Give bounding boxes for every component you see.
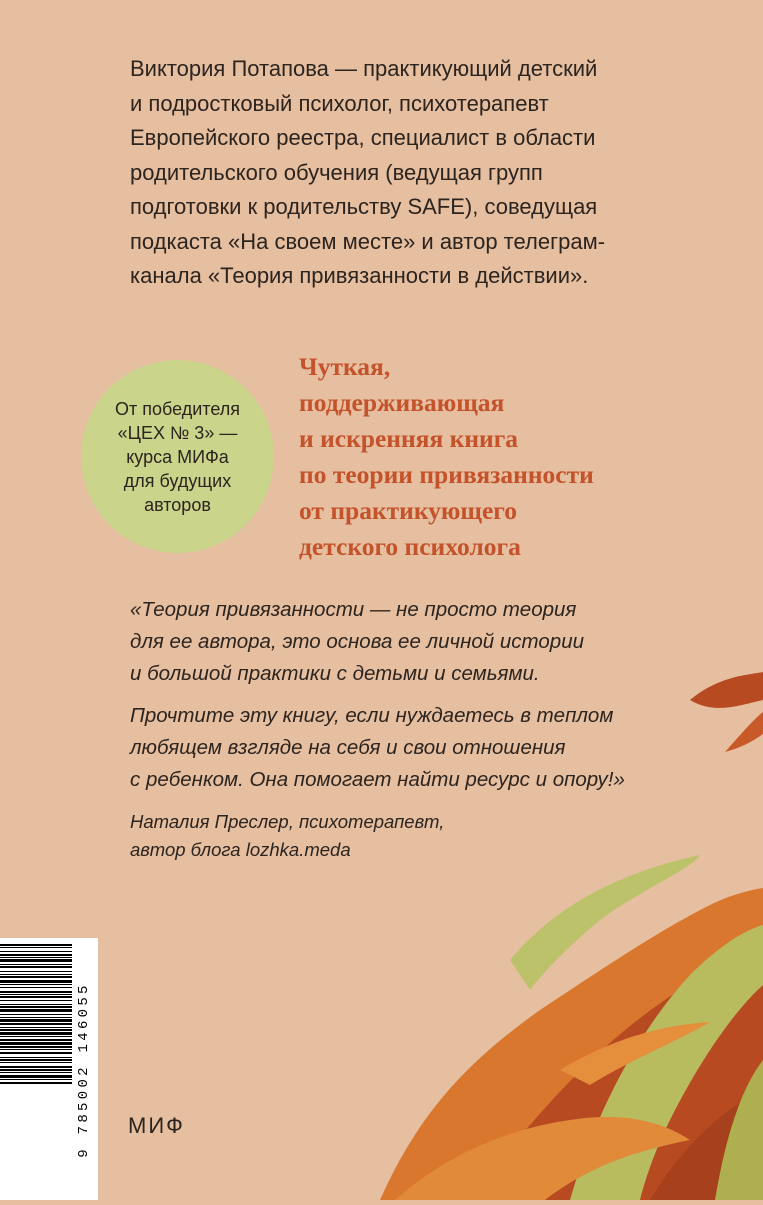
book-tagline [299, 349, 739, 565]
barcode-bar [0, 1082, 72, 1084]
barcode-bar [0, 1069, 72, 1071]
bio-line: подготовки к родительству SAFE), соведущая [130, 194, 598, 219]
barcode-bar [0, 1014, 72, 1015]
award-badge [81, 360, 274, 553]
barcode-bar [0, 954, 72, 956]
barcode-bar [0, 1027, 72, 1028]
tagline-line: и искренняя книга [299, 424, 519, 453]
barcode-bar [0, 1062, 72, 1063]
badge-line: курса МИФа [126, 446, 229, 467]
barcode-bar [0, 1057, 72, 1058]
barcode-bar [0, 966, 72, 968]
barcode-bar [0, 1004, 72, 1005]
barcode-bar [0, 1072, 72, 1073]
attribution-line: автор блога lozhka.meda [130, 839, 351, 860]
badge-line: От победителя [115, 398, 240, 419]
bio-line: канала «Теория привязанности в действии». [130, 263, 589, 288]
quote-line: и большой практики с детьми и семьями. [130, 662, 540, 685]
barcode-bar [0, 1059, 72, 1061]
bio-line: Виктория Потапова — практикующий детский [130, 56, 598, 81]
isbn-digits: 9 785002 146055 [76, 982, 92, 1158]
barcode-bar [0, 1052, 72, 1054]
barcode-bar [0, 994, 72, 995]
barcode-bar [0, 1075, 72, 1078]
tagline-line: от практикующего [299, 496, 517, 525]
quote-paragraph-1 [130, 594, 670, 690]
barcode-bar [0, 1036, 72, 1037]
quote-paragraph-2 [130, 700, 670, 796]
barcode-bar [0, 976, 72, 978]
badge-line: для будущих [123, 470, 232, 491]
bio-line: Европейского реестра, специалист в области [130, 125, 596, 150]
badge-line: авторов [144, 494, 211, 515]
barcode-bar [0, 980, 72, 983]
barcode-bar [0, 974, 72, 975]
barcode-bar [0, 987, 72, 988]
barcode-bar [0, 984, 72, 985]
tagline-line: детского психолога [299, 532, 521, 561]
barcode-bar [0, 1019, 72, 1022]
barcode-bar [0, 996, 72, 998]
quote-attribution [130, 808, 550, 864]
barcode-bar [0, 1000, 72, 1001]
bio-line: и подростковый психолог, психотерапевт [130, 90, 549, 116]
barcode-bar [0, 947, 72, 948]
bio-line: подкаста «На своем месте» и автор телеграм- [130, 228, 606, 254]
quote-line: с ребенком. Она помогает найти ресурс и опору!» [130, 768, 625, 791]
barcode-bar [0, 1046, 72, 1048]
review-quote [130, 594, 670, 796]
badge-line: «ЦЕХ № 3» — [117, 422, 238, 443]
bio-line: родительского обучения (ведущая групп [130, 159, 543, 185]
barcode-bar [0, 964, 72, 965]
barcode-bar [0, 991, 72, 993]
barcode-bar [0, 951, 72, 952]
author-bio [130, 52, 650, 294]
barcode-bar [0, 1039, 72, 1041]
barcode-bar [0, 1066, 72, 1068]
barcode-bar [0, 957, 72, 958]
barcode-bar [0, 959, 72, 962]
attribution-line: Наталия Преслер, психотерапевт, [130, 811, 445, 832]
barcode-bar [0, 1042, 72, 1045]
barcode-bar [0, 1079, 72, 1080]
quote-line: Прочтите эту книгу, если нуждаетесь в теплом [130, 704, 614, 727]
barcode-bar [0, 1029, 72, 1031]
tagline-line: по теории привязанности [299, 460, 594, 489]
quote-line: любящем взгляде на себя и свои отношения [130, 736, 566, 759]
tagline-line: Чуткая, [299, 352, 391, 381]
barcode-bar [0, 944, 72, 946]
quote-line: для ее автора, это основа ее личной истории [130, 630, 585, 653]
barcode-bar [0, 1032, 72, 1035]
publisher-logo: МИФ [128, 1113, 185, 1138]
barcode-bar [0, 971, 72, 972]
barcode-bar [0, 1009, 72, 1012]
barcode-bar [0, 1049, 72, 1050]
barcode-bar [0, 1023, 72, 1025]
quote-line: «Теория привязанности — не просто теория [130, 598, 577, 621]
barcode-bar [0, 1006, 72, 1008]
barcode-bar [0, 1017, 72, 1018]
tagline-line: поддерживающая [299, 388, 505, 417]
